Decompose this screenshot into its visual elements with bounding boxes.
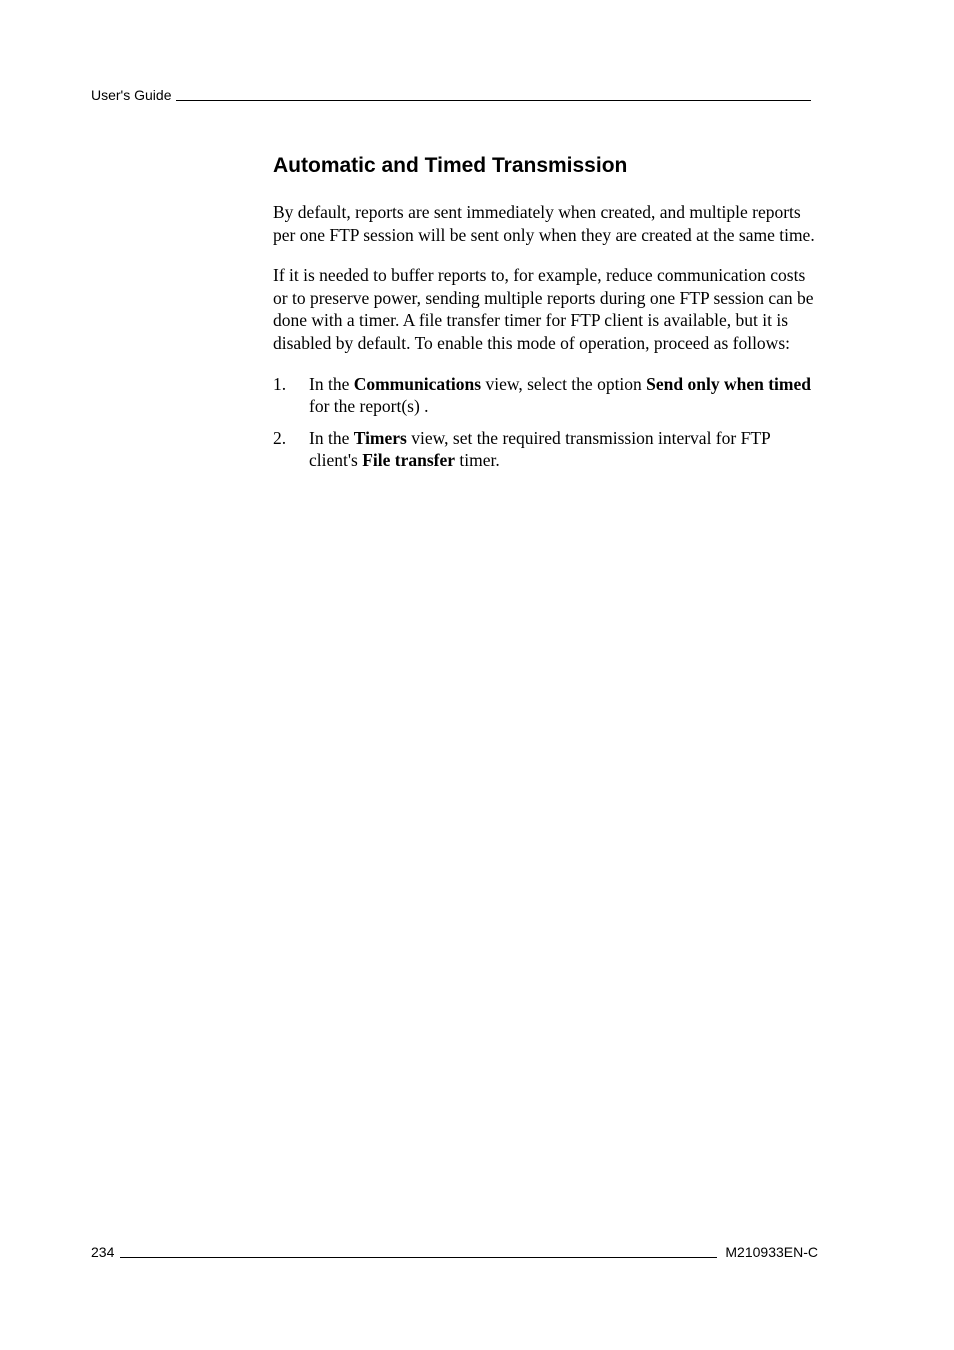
footer-rule [120,1257,717,1258]
ui-term: Send only when timed [646,373,811,394]
page-number: 234 [91,1244,115,1260]
main-content [273,152,818,481]
page-footer [91,1243,818,1261]
step-number: 2. [273,427,287,448]
section-heading: Automatic and Timed Transmission [273,154,628,177]
header-rule [176,100,811,101]
step-number: 1. [273,373,287,394]
document-code: M210933EN-C [725,1244,818,1260]
header-title: User's Guide [91,87,172,103]
step-text: In the Timers view, set the required transmission interval for FTP client's File transfer timer. [309,427,771,471]
list-item [273,373,818,418]
page-header [91,86,811,104]
list-item [273,427,818,472]
step-text: In the Communications view, select the option Send only when timed for the report(s) . [309,373,811,417]
paragraph-buffering: If it is needed to buffer reports to, for example, reduce communication costs or to preserve power, sending multiple reports during one FTP session can be done with a timer. A file transfer timer for FTP client is available, but it is disabled by default. To enable this mode of operation, proceed as follows: [273,265,814,353]
ui-term: File transfer [362,450,456,471]
paragraph-default-behavior: By default, reports are sent immediately when created, and multiple reports per one FTP session will be sent only when they are created at the same time. [273,202,815,245]
ui-term: Communications [353,373,482,394]
steps-list [273,373,818,472]
ui-term: Timers [353,427,407,448]
